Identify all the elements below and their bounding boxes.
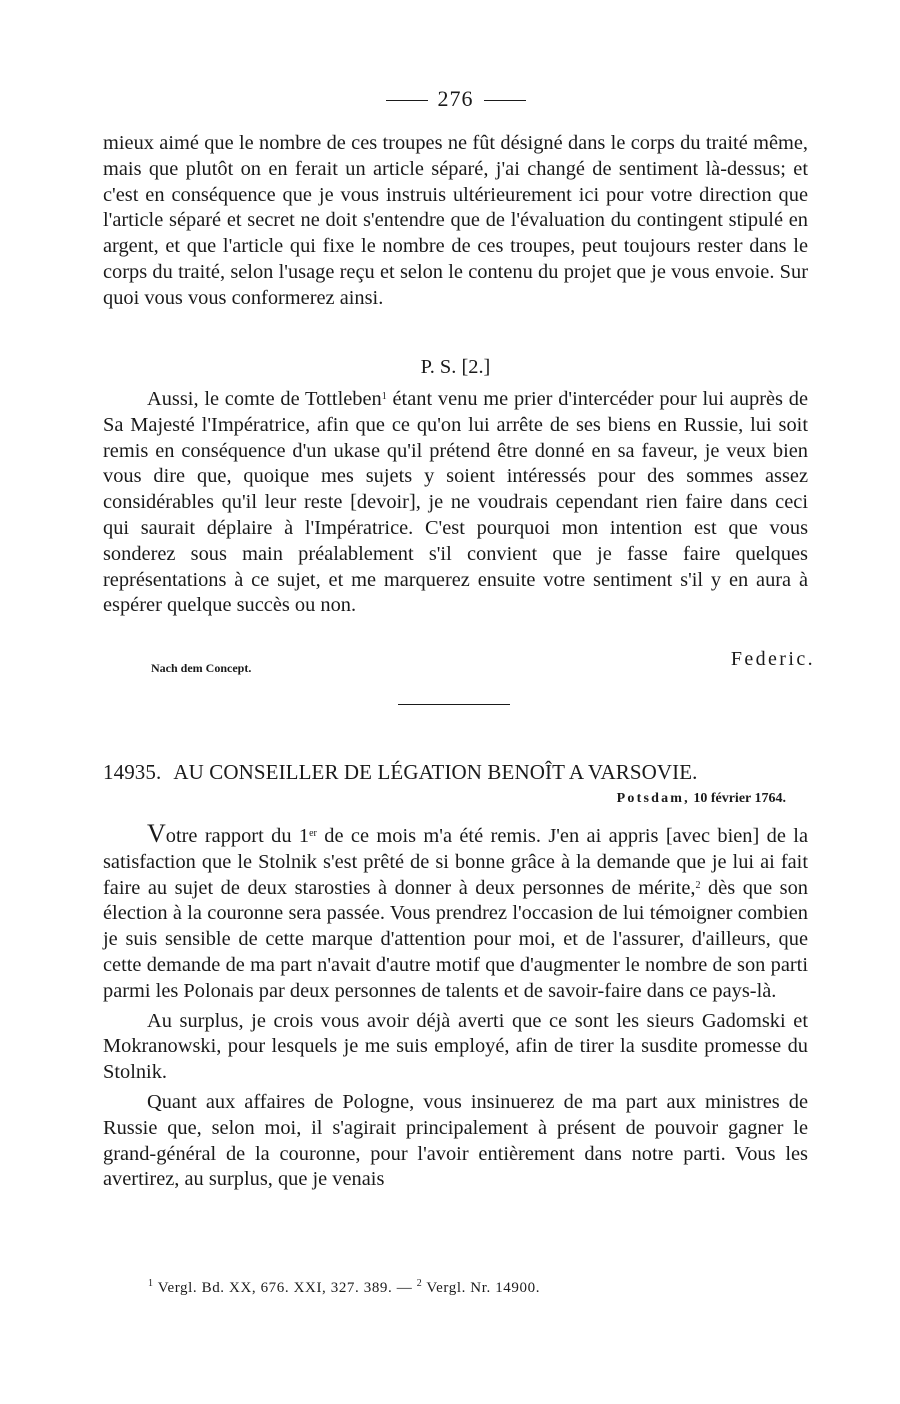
letter-paragraph-2: Au surplus, je crois vous avoir déjà averti que ce sont les sieurs Gadomski et Mokranowski, pour lesquels je me suis employé, afin de tirer la susdite promesse du Stolnik. bbox=[103, 1009, 808, 1084]
continuation-paragraph: mieux aimé que le nombre de ces troupes ne fût désigné dans le corps du traité même, mais que plutôt on en ferait un article séparé, j'ai changé de sentiment là-dessus; et c'est en conséquence que je vous instruis ultérieurement ici pour votre direction que l'article séparé et secret ne doit s'entendre que de l'évaluation du contingent stipulé en argent, et que l'article qui fixe le nombre de ces troupes, peut toujours rester dans le corps du traité, selon l'usage reçu et selon le contenu du projet que je vous envoie. Sur quoi vous vous conformerez ainsi. bbox=[103, 132, 808, 309]
postscript-body bbox=[103, 387, 808, 619]
footnote-text-2: Vergl. Nr. 14900. bbox=[422, 1280, 541, 1296]
dateline-place: Potsdam, bbox=[616, 791, 690, 806]
p1-text-c: dès que son élection à la couronne sera passée. Vous prendrez l'occasion de lui témoigner combien je suis sensible de cette marque d'attention pour moi, et de l'assurer, d'ailleurs, que cette demande de ma part n'avait d'autre motif que d'augmenter le nombre de son parti parmi les Polonais par deux personnes de talents et de savoir-faire dans ce pays-là. bbox=[103, 876, 809, 1002]
signature: Federic. bbox=[730, 648, 815, 670]
footnote-mark-2: 2 bbox=[416, 1278, 423, 1289]
p1-text-a: otre rapport du 1 bbox=[165, 825, 310, 847]
dateline-date: 10 février 1764. bbox=[693, 791, 786, 806]
section-divider bbox=[398, 704, 510, 705]
ordinal-sup: er bbox=[309, 828, 317, 839]
footnotes bbox=[148, 1280, 540, 1297]
dash-right bbox=[484, 100, 526, 101]
postscript-paragraph bbox=[103, 387, 808, 619]
letter-continuation bbox=[103, 131, 808, 312]
page-number bbox=[103, 86, 808, 112]
postscript-heading: P. S. [2.] bbox=[420, 356, 491, 378]
source-note: Nach dem Concept. bbox=[151, 661, 252, 675]
p1-text-b: de ce mois m'a été remis. J'en ai appris [avec bien] de la satisfaction que le Stolnik s'est prêté de si bonne grâce à la demande que je lui ai fait faire au sujet de deux starosties à donner à deux personnes de mérite, bbox=[103, 825, 809, 899]
letter-paragraph-3: Quant aux affaires de Pologne, vous insinuerez de ma part aux ministres de Russie que, selon moi, il s'agirait principalement à présent de pouvoir gagner le grand-général de la couronne, pour l'avoir entièrement dans notre parti. Vous les avertirez, au surplus, que je venais bbox=[103, 1090, 808, 1191]
dateline bbox=[617, 791, 786, 807]
dash-left bbox=[386, 100, 428, 101]
footnote-mark-1: 1 bbox=[148, 1278, 154, 1289]
footnote-ref-1: 1 bbox=[381, 391, 387, 402]
letter-body bbox=[103, 821, 808, 1193]
letter-number: 14935. bbox=[103, 760, 162, 784]
letter-title: AU CONSEILLER DE LÉGATION BENOÎT A VARSOVIE. bbox=[173, 760, 698, 784]
initial-letter: V bbox=[147, 819, 166, 848]
footnote-ref-2: 2 bbox=[695, 879, 701, 891]
letter-heading bbox=[103, 760, 808, 785]
footnote-text-1: Vergl. Bd. XX, 676. XXI, 327. 389. — bbox=[153, 1280, 417, 1296]
ps-text-a: Aussi, le comte de Tottleben bbox=[147, 388, 382, 410]
page-number-text: 276 bbox=[437, 86, 474, 111]
letter-paragraph-1 bbox=[103, 821, 808, 1005]
ps-text-b: étant venu me prier d'intercéder pour lui auprès de Sa Majesté l'Impératrice, afin que ce qu'on lui arrête de ses biens en Russie, lui soit remis en conséquence d'un ukase qu'il prétend être donné en sa faveur, je veux bien vous dire que, quoique mes sujets y soient intéressés pour des sommes assez considérables qu'il leur reste [devoir], je ne voudrais cependant rien faire dans ceci qui saurait déplaire à l'Impératrice. C'est pourquoi mon intention est que vous sonderez sous main préalablement s'il convient que je fasse faire quelques représentations à ce sujet, et me marquerez ensuite votre sentiment s'il y en aura à espérer quelque succès ou non. bbox=[103, 388, 808, 617]
